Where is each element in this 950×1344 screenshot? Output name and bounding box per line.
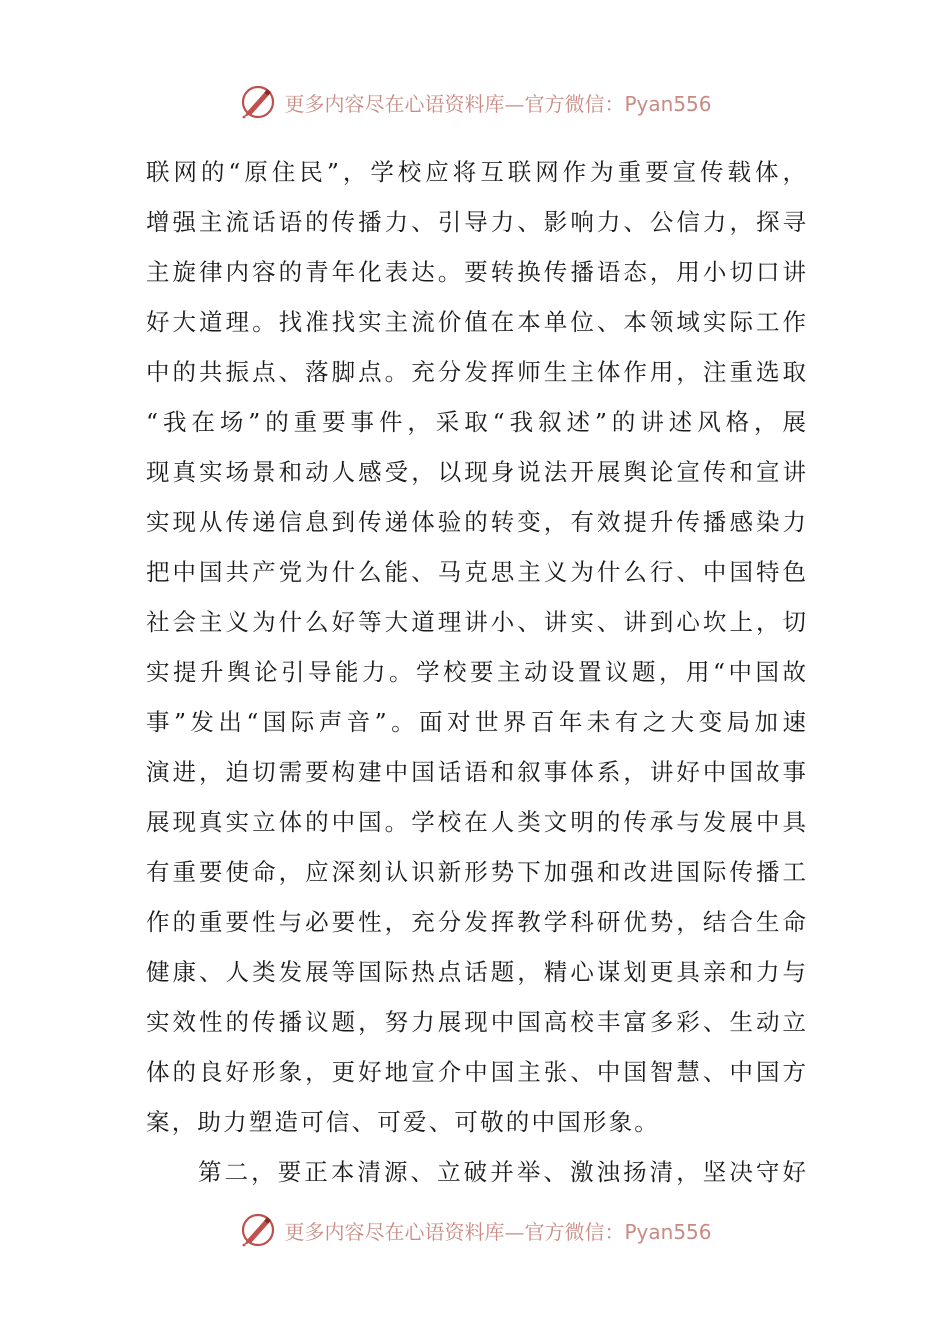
pen-logo-icon bbox=[238, 82, 278, 122]
body-line: 展现真实立体的中国。学校在人类文明的传承与发展中具 bbox=[146, 808, 806, 836]
body-line: 联网的“原住民”，学校应将互联网作为重要宣传载体， bbox=[146, 158, 806, 186]
body-line: 实现从传递信息到传递体验的转变，有效提升传播感染力 bbox=[146, 508, 806, 536]
body-line: 实提升舆论引导能力。学校要主动设置议题，用“中国故 bbox=[146, 658, 806, 686]
body-line: 健康、人类发展等国际热点话题，精心谋划更具亲和力与 bbox=[146, 958, 806, 986]
body-line: 把中国共产党为什么能、马克思主义为什么行、中国特色 bbox=[146, 558, 806, 586]
body-line: 实效性的传播议题，努力展现中国高校丰富多彩、生动立 bbox=[146, 1008, 806, 1036]
header-banner-wechat-id: Pyan556 bbox=[624, 91, 712, 116]
body-line: 作的重要性与必要性，充分发挥教学科研优势，结合生命 bbox=[146, 908, 806, 936]
body-line-paragraph-end: 案，助力塑造可信、可爱、可敬的中国形象。 bbox=[146, 1108, 660, 1136]
body-line: 体的良好形象，更好地宣介中国主张、中国智慧、中国方 bbox=[146, 1058, 806, 1086]
header-banner-text: 更多内容尽在心语资料库—官方微信： bbox=[284, 91, 625, 116]
body-line: 事”发出“国际声音”。面对世界百年未有之大变局加速 bbox=[146, 708, 806, 736]
header-watermark-banner bbox=[0, 80, 950, 124]
body-line: 增强主流话语的传播力、引导力、影响力、公信力，探寻 bbox=[146, 208, 806, 236]
body-line: 好大道理。找准找实主流价值在本单位、本领域实际工作 bbox=[146, 308, 806, 336]
body-line: 中的共振点、落脚点。充分发挥师生主体作用，注重选取 bbox=[146, 358, 806, 386]
document-body bbox=[146, 147, 806, 1197]
body-line: 社会主义为什么好等大道理讲小、讲实、讲到心坎上，切 bbox=[146, 608, 806, 636]
footer-banner-text: 更多内容尽在心语资料库—官方微信： bbox=[284, 1219, 625, 1244]
body-line: 现真实场景和动人感受，以现身说法开展舆论宣传和宣讲 bbox=[146, 458, 806, 486]
body-line-paragraph-start: 第二，要正本清源、立破并举、激浊扬清，坚决守好 bbox=[198, 1158, 806, 1186]
pen-logo-icon bbox=[238, 1210, 278, 1250]
body-line: “我在场”的重要事件，采取“我叙述”的讲述风格，展 bbox=[146, 408, 806, 436]
body-line: 有重要使命，应深刻认识新形势下加强和改进国际传播工 bbox=[146, 858, 806, 886]
footer-watermark-banner bbox=[0, 1208, 950, 1252]
body-line: 主旋律内容的青年化表达。要转换传播语态，用小切口讲 bbox=[146, 258, 806, 286]
footer-banner-wechat-id: Pyan556 bbox=[624, 1219, 712, 1244]
body-line: 演进，迫切需要构建中国话语和叙事体系，讲好中国故事 bbox=[146, 758, 806, 786]
